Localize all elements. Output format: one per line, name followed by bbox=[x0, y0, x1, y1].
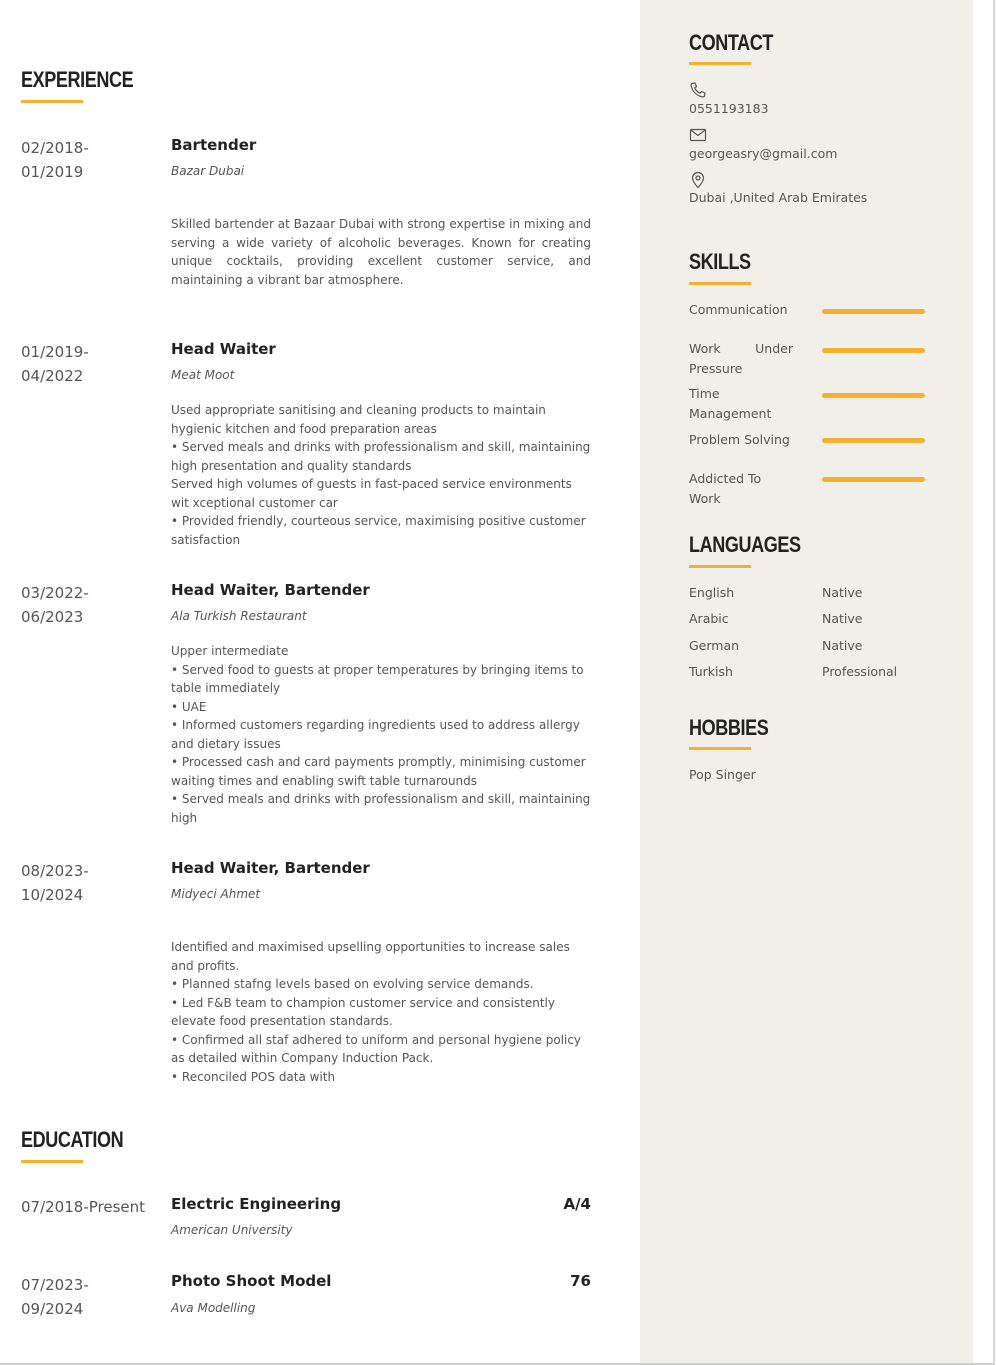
education-underline bbox=[21, 1160, 83, 1163]
language-name: German bbox=[689, 638, 740, 653]
job-1-description: Skilled bartender at Bazaar Dubai with strong expertise in mixing and serving a wide variety of alcoholic beverages. Known for creating unique cocktails, providing excellent customer service, and maintaining a vibrant bar atmosphere. bbox=[171, 217, 591, 287]
education-1-title: Electric Engineering bbox=[171, 1195, 342, 1213]
education-2-school: Ava Modelling bbox=[171, 1301, 256, 1315]
date-start: 07/2023- bbox=[21, 1276, 89, 1294]
contact-location: Dubai ,United Arab Emirates bbox=[689, 190, 868, 205]
date-end: 01/2019 bbox=[21, 163, 84, 181]
skill-bar bbox=[822, 393, 925, 398]
hobby-item: Pop Singer bbox=[689, 767, 756, 782]
language-name: English bbox=[689, 585, 735, 600]
job-2-company: Meat Moot bbox=[171, 368, 235, 382]
email-icon bbox=[689, 126, 707, 144]
job-1-company: Bazar Dubai bbox=[171, 164, 245, 178]
language-name: Arabic bbox=[689, 611, 729, 626]
skill-bar bbox=[822, 438, 925, 443]
language-level: Native bbox=[822, 585, 863, 600]
date-end: 10/2024 bbox=[21, 886, 84, 904]
job-3-description: Upper intermediate • Served food to guests at proper temperatures by bringing items to table immediately • UAE • Informed customers regarding ingredients used to address allergy and dietary issues • Processed cash and card payments promptly, minimising customer waiting times and enabling swift table turnarounds • Served meals and drinks with professionalism and skill, maintaining high bbox=[171, 644, 591, 825]
language-level: Professional bbox=[822, 664, 898, 679]
job-3-company: Ala Turkish Restaurant bbox=[171, 609, 307, 623]
education-2-date bbox=[21, 1273, 151, 1321]
hobbies-underline bbox=[689, 747, 751, 750]
job-1-title: Bartender bbox=[171, 136, 257, 154]
job-3-date bbox=[21, 581, 151, 629]
date-start: 02/2018- bbox=[21, 139, 89, 157]
job-4-description: Identified and maximised upselling opportunities to increase sales and profits. • Planned stafng levels based on evolving service demands. • Led F&B team to champion customer service and consistently elevate food presentation standards. • Confirmed all staf adhered to uniform and personal hygiene policy as detailed within Company Induction Pack. • Reconciled POS data with bbox=[171, 940, 582, 1084]
contact-email: georgeasry@gmail.com bbox=[689, 146, 838, 161]
education-1-grade: A/4 bbox=[563, 1195, 591, 1213]
experience-underline bbox=[21, 100, 83, 103]
phone-icon bbox=[689, 81, 707, 99]
job-4-company: Midyeci Ahmet bbox=[171, 887, 261, 901]
education-2-title: Photo Shoot Model bbox=[171, 1272, 332, 1290]
job-2-title: Head Waiter bbox=[171, 340, 276, 358]
education-1-date: 07/2018-Present bbox=[21, 1198, 146, 1216]
date-start: 03/2022- bbox=[21, 584, 89, 602]
skill-name: Addicted To Work bbox=[689, 471, 762, 506]
skill-name: Work Under Pressure bbox=[689, 341, 793, 376]
skills-heading: SKILLS bbox=[689, 249, 751, 274]
date-end: 09/2024 bbox=[21, 1300, 84, 1318]
skill-name: Problem Solving bbox=[689, 432, 790, 447]
experience-heading: EXPERIENCE bbox=[21, 67, 134, 92]
skills-underline bbox=[689, 282, 751, 285]
job-2-date bbox=[21, 340, 151, 388]
date-end: 06/2023 bbox=[21, 608, 84, 626]
job-4-date bbox=[21, 859, 151, 907]
languages-heading: LANGUAGES bbox=[689, 532, 801, 557]
language-level: Native bbox=[822, 638, 863, 653]
hobbies-heading: HOBBIES bbox=[689, 715, 769, 740]
skill-bar bbox=[822, 477, 925, 482]
date-start: 01/2019- bbox=[21, 343, 89, 361]
skill-bar bbox=[822, 309, 925, 314]
date-end: 04/2022 bbox=[21, 367, 84, 385]
skill-name: Time Management bbox=[689, 386, 772, 421]
date-start: 08/2023- bbox=[21, 862, 89, 880]
skill-name: Communication bbox=[689, 302, 788, 317]
job-1-date bbox=[21, 136, 151, 184]
contact-phone: 0551193183 bbox=[689, 101, 769, 116]
language-name: Turkish bbox=[689, 664, 733, 679]
location-pin-icon bbox=[689, 171, 707, 189]
contact-heading: CONTACT bbox=[689, 30, 773, 55]
education-1-school: American University bbox=[171, 1223, 293, 1237]
job-4-title: Head Waiter, Bartender bbox=[171, 859, 370, 877]
contact-underline bbox=[689, 62, 751, 65]
languages-underline bbox=[689, 565, 751, 568]
job-2-description: Used appropriate sanitising and cleaning products to maintain hygienic kitchen and food preparation areas • Served meals and drinks with professionalism and skill, maintaining high presentation and quality standards Served high volumes of guests in fast-paced service environments wit xceptional customer car • Provided friendly, courteous service, maximising positive customer satisfaction bbox=[171, 403, 591, 547]
education-2-grade: 76 bbox=[570, 1272, 591, 1290]
education-heading: EDUCATION bbox=[21, 1127, 124, 1152]
job-3-title: Head Waiter, Bartender bbox=[171, 581, 370, 599]
skill-bar bbox=[822, 348, 925, 353]
language-level: Native bbox=[822, 611, 863, 626]
